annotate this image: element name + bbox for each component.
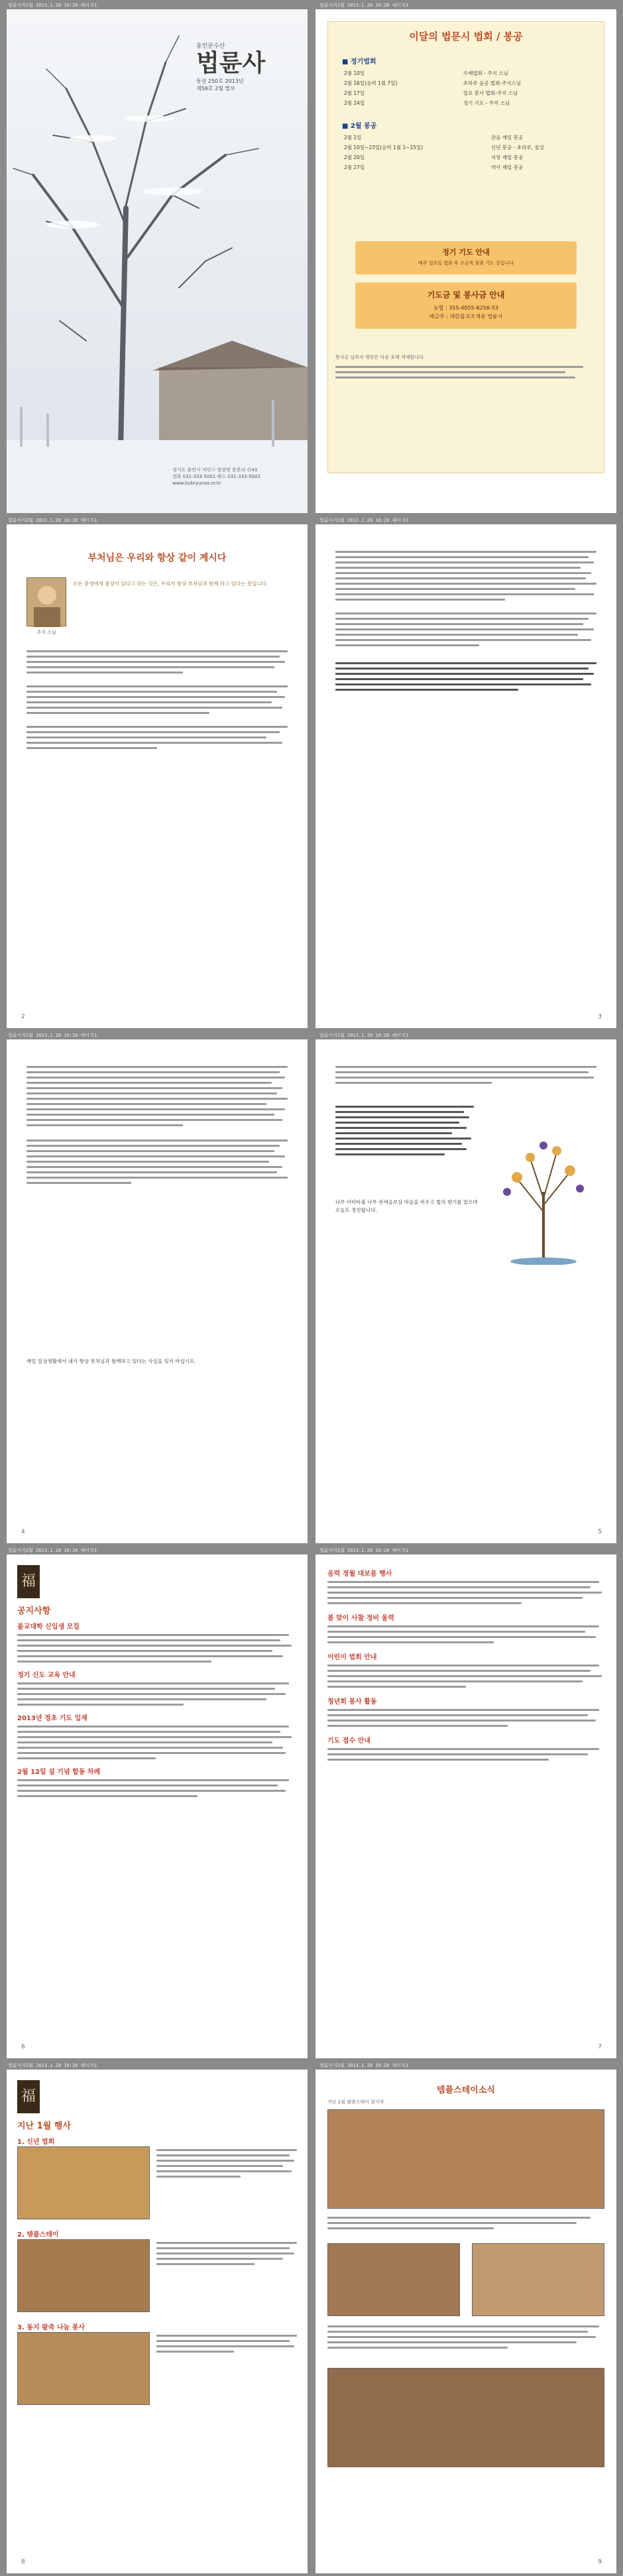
table-row: 2월 27일 약사 재일 봉공 [344, 164, 524, 170]
lotus-tree-illustration [490, 1132, 596, 1265]
donation-info-box [355, 282, 577, 329]
notice-item: 정기 신도 교육 안내 [17, 1672, 76, 1679]
event-photo [17, 2239, 150, 2312]
table-row: 2월 10일~23일(음력 1월 1~15일) 신년 봉공 - 초하루, 칠성 [344, 145, 544, 150]
spread-row-2 [0, 515, 623, 1030]
notes-text: 봉사금 납부자 명단은 다음 호에 게재합니다. [335, 355, 425, 360]
prayer-box-title: 정기 기도 안내 [442, 248, 490, 257]
cover-page [7, 9, 308, 513]
event-photo [17, 2146, 150, 2219]
table-row: 2월 1일 관음 재일 봉공 [344, 135, 524, 141]
templestay-page [315, 2070, 616, 2573]
templestay-title: 템플스테이소식 [437, 2085, 495, 2095]
issue-month: 제56호 2월 법보 [196, 86, 235, 91]
templestay-photo [327, 2243, 460, 2316]
page-number: 3 [598, 1014, 602, 1020]
notices-continued [315, 1554, 616, 2058]
table-row: 2월 24일 정기 기도 - 주지 스님 [344, 100, 510, 106]
account-holder: 예금주 : 대한불교조계종 법륜사 [429, 314, 503, 320]
events-title: 지난 1월 행사 [17, 2121, 71, 2131]
article-body [335, 551, 596, 691]
event-heading: 2. 템플스테이 [17, 2231, 59, 2239]
verse-block [335, 1106, 481, 1155]
notices-list [327, 1568, 604, 1769]
notice-item: 기도 접수 안내 [327, 1737, 370, 1745]
closing-text: 매일 일상생활에서 내가 항상 부처님과 함께하고 있다는 사실을 잊지 마십시오. [27, 1358, 196, 1364]
notice-item: 청년회 봉사 활동 [327, 1698, 377, 1706]
print-header: 법륜사지2월 2013.1.28 10:20 페이지1 [8, 3, 97, 8]
donation-box-title: 기도금 및 봉사금 안내 [427, 290, 505, 300]
notices-title: 공지사항 [17, 1606, 51, 1616]
table-row: 2월 20일 지장 재일 봉공 [344, 154, 524, 160]
section-heading: ■ 2월 봉공 [342, 123, 377, 130]
dharma-talk-page [7, 524, 308, 1028]
event-text [156, 2242, 297, 2265]
article-title: 부처님은 우리와 항상 같이 계시다 [87, 553, 227, 563]
schedule-page [315, 9, 616, 513]
article-body [27, 650, 288, 749]
page-number: 7 [598, 2044, 602, 2050]
fortune-seal: 福 [17, 2080, 40, 2113]
page-number: 8 [21, 2559, 25, 2565]
cover-address: 경기도 용인시 처인구 원삼면 문촌리 산43 [172, 467, 258, 473]
event-text [156, 2149, 297, 2178]
notes-block [335, 354, 596, 379]
templestay-text [327, 2325, 604, 2349]
spread-row-4 [0, 1545, 623, 2060]
photo-caption: 주지 스님 [36, 630, 56, 635]
monk-photo [27, 577, 66, 626]
event-photo [17, 2332, 150, 2405]
spread-row-5 [0, 2060, 623, 2575]
page-number: 9 [598, 2559, 602, 2565]
templestay-text [327, 2217, 604, 2229]
masthead [196, 41, 296, 92]
notice-item: 불교대학 신입생 모집 [17, 1623, 80, 1631]
schedule-title: 이달의 법문시 법회 / 봉공 [409, 30, 523, 42]
notice-item: 음력 정월 대보름 행사 [327, 1570, 392, 1578]
event-text [156, 2335, 297, 2353]
print-header: 법륜사지2월 2013.1.28 10:20 페이지1 [319, 1548, 409, 1553]
page-number: 2 [21, 1014, 25, 1020]
notice-item: 어린이 법회 안내 [327, 1654, 377, 1661]
page-number: 5 [598, 1529, 602, 1535]
print-header: 법륜사지2월 2013.1.28 10:20 페이지1 [8, 1548, 97, 1553]
events-page [7, 2070, 308, 2573]
templestay-photo [327, 2368, 604, 2467]
article-page-4 [7, 1039, 308, 1543]
page-number: 4 [21, 1529, 25, 1535]
services-table [342, 68, 590, 108]
masthead-temple: 용인문수산 [196, 43, 225, 50]
prayer-box-text: 매주 일요일 법회 후 조금씩 참회 기도 중입니다 [418, 261, 514, 266]
notice-item: 2013년 정초 기도 입재 [17, 1715, 87, 1722]
print-header: 법륜사지2월 2013.1.28 10:20 페이지1 [8, 518, 97, 523]
templestay-photo [472, 2243, 604, 2316]
table-row: 2월 10일 수제법회 - 주지 스님 [344, 70, 508, 76]
event-heading: 1. 신년 법회 [17, 2138, 55, 2146]
spread-row-3 [0, 1030, 623, 1545]
fortune-seal: 福 [17, 1565, 40, 1598]
issue-number: 통권 250호 2013년 [196, 78, 244, 84]
print-header: 법륜사지2월 2013.1.28 10:20 페이지1 [8, 2063, 97, 2068]
bank-account: 농협 : 355-4055-6256-53 [433, 305, 499, 311]
prayer-info-box [355, 241, 577, 274]
article-body [335, 1066, 596, 1084]
notices-page [7, 1554, 308, 2058]
masthead-title: 법륜사 [196, 49, 266, 77]
templestay-sub: 지난 1월 템플스테이 참가자 [327, 2099, 384, 2105]
group-photo [327, 2109, 604, 2209]
print-header: 법륜사지2월 2013.1.28 10:20 페이지1 [319, 3, 409, 8]
print-header: 법륜사지2월 2013.1.28 10:20 페이지1 [319, 518, 409, 523]
cover-website: www.bubryunsa.or.kr [172, 481, 221, 486]
cover-phone: 전화 031-333-5001 팩스 031-333-5002 [172, 474, 260, 479]
regular-services [342, 56, 590, 172]
table-row: 2월 16일(음력 1월 7일) 초하루 음공 법회-주지스님 [344, 80, 522, 86]
pull-quote: 모든 중생에게 불성이 있다고 하는 것은, 우리가 항상 부처님과 함께 하고 있다는 뜻입니다. [73, 581, 268, 587]
dharma-talk-continued [315, 524, 616, 1028]
article-page-5 [315, 1039, 616, 1543]
section-heading: ■ 정기법회 [342, 58, 376, 66]
verse-text: 나무 아미타불 나무 관세음보살 마음을 비우고 법의 향기를 맡으며 오늘도 정진합니다. [335, 1199, 478, 1213]
event-heading: 3. 동지 팥죽 나눔 봉사 [17, 2324, 85, 2331]
print-header: 법륜사지2월 2013.1.28 10:20 페이지1 [319, 2063, 409, 2068]
offerings-table [342, 133, 590, 172]
notices-list [17, 1621, 294, 1804]
notice-item: 봄 맞이 사찰 정비 울력 [327, 1615, 394, 1622]
print-header: 법륜사지2월 2013.1.28 10:20 페이지1 [319, 1033, 409, 1038]
table-row: 2월 17일 일요 봉사 법회-주지 스님 [344, 90, 518, 96]
notice-item: 2월 12일 설 기념 합동 차례 [17, 1769, 101, 1776]
spread-row-1 [0, 0, 623, 515]
cover-contact [172, 467, 298, 487]
page-number: 6 [21, 2044, 25, 2050]
article-body [27, 1066, 288, 1184]
print-header: 법륜사지2월 2013.1.28 10:20 페이지1 [8, 1033, 97, 1038]
